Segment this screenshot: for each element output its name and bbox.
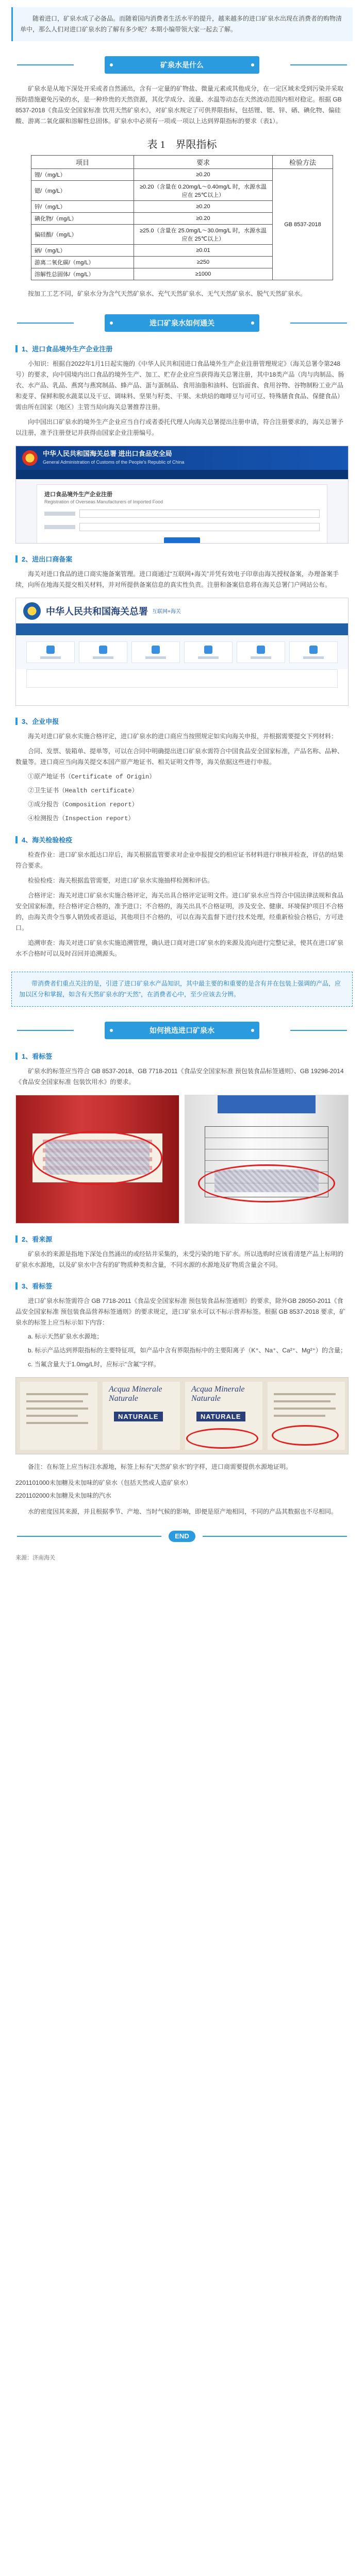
paragraph: 矿泉水的来源是指地下深处自然涌出的或经钻井采集的，未受污染的地下矿水。所以选购时应该看清楚产品上标明的矿泉水水源地，以及矿泉水中含有的矿物质种类和含量，不同水源的水源地及矿物质含量会不同。 [15,1250,344,1268]
sub-heading [15,835,349,844]
sub-heading [15,554,349,564]
label-brand: NATURALE [114,1412,163,1421]
source-note: 来源：济南海关 [15,1555,55,1561]
end-label: END [169,1531,195,1542]
product-photo-back [185,1095,349,1224]
paragraph: 合格评定：海关对进口矿泉水实施合格评定，海关出具合格评定证明文件。进口矿泉水应当符合中国法律法规和食品安全国家标准，经合格评定合格的，准予进口；不合格的，海关出具不合格证明，涉及安全、健康、环境保护项目不合格的，由海关责令当事人销毁或者退运，其他项目不合格的，可以在海关监督下进行技术处理，经重新检验合格后，方可进口。 [15,892,344,931]
card-subtitle: Registration of Overseas Manufacturers of Imported Food [44,499,163,504]
paragraph: a. 标示天然矿泉水水源地； [28,1333,103,1340]
list-item: ④检测报告（Inspection report） [28,815,135,822]
section-title: 如何挑选进口矿泉水 [105,1022,259,1039]
highlight-circle [186,1428,258,1449]
table-cell: 偏硅酸/（mg/L） [31,225,134,245]
sub-heading-text: 3、看标签 [22,1282,53,1290]
paragraph: 海关对进口食品的进口商实施备案管理。进口商通过“互联网+海关”并凭有效电子印章由海关授权备案，办理备案手续，向所在地海关提交相关材料，并对所提供备案信息的真实性负责。注册和备案信息将在海关总署门户网站公布。 [15,570,339,588]
table-cell: 碘化物/（mg/L） [31,213,134,225]
hs-code-line: 2201102000未加糖及未加味的汽水 [15,1492,111,1499]
hs-code-line: 2201101000未加糖及未加味的矿泉水（包括天然或人造矿泉水） [15,1479,192,1486]
table-cell: 游离二氧化碳/（mg/L） [31,257,134,268]
emblem-icon [22,450,38,466]
product-photo-front [15,1095,179,1224]
section-title: 进口矿泉水如何通关 [105,314,259,332]
section-title: 矿泉水是什么 [105,56,259,74]
section-banner-choose [17,1020,347,1041]
list-item: ②卫生证书（Health certificate） [28,787,138,794]
highlight-box [11,972,353,1007]
table-cell: ≥0.01 [134,245,272,257]
list-item: ①原产地证书（Certificate of Origin） [28,773,156,781]
section-banner-customs [17,313,347,333]
paragraph: 水的密度因其来源，并且根据季节、产地、当时气候的影响，即便是原产地相同，不同的产品其数据也不尽相同。 [28,1508,338,1515]
list-item: ③成分报告（Composition report） [28,801,138,808]
table-cell: 锌/（mg/L） [31,201,134,213]
paragraph: c. 当氟含量大于1.0mg/L时，应标示“含氟”字样。 [28,1361,160,1368]
intro-text: 随着进口，矿泉水成了必备品。而随着国内消费者生活水平的提升，越来越多的进口矿泉水出现在消费者的购物清单中，那么人们对进口矿泉水的了解有多少呢？本期小编带领大家一起去了解。 [20,15,342,33]
paragraph: 进口矿泉水标签需符合 GB 7718-2011《食品安全国家标准 预包装食品标签通则》的要求，除外GB 28050-2011《食品安全国家标准 预包装食品营养标签通则》的要求规定，进口矿泉水可以不标示营养标签。根据 GB 8537-2018 要求，矿泉水的标签上应当标示如下内容： [15,1297,346,1326]
paragraph: 检验检疫：海关根据监管需要，对进口矿泉水实施抽样检测和评估。 [28,877,214,884]
sub-heading-text: 4、海关检验检疫 [22,836,73,844]
sub-heading-text: 3、企业申报 [22,718,59,725]
sub-heading [15,1051,349,1061]
table-cell: GB 8537-2018 [273,169,333,280]
paragraph: 检查作业：进口矿泉水抵达口岸后，海关根据监管要求对企业申报提交的相应证书材料进行审核并检查，评估的结果符合要求。 [15,851,344,869]
site-title: 中华人民共和国海关总署 进出口食品安全局 [43,450,172,457]
table-cell: 锶/（mg/L） [31,181,134,201]
table-cell: ≥0.20 [134,213,272,225]
table-header: 要求 [134,156,272,169]
label-script: Acqua Minerale Naturale [109,1385,162,1403]
sub-heading-text: 1、看标签 [22,1053,53,1060]
sub-heading [15,344,349,353]
table-cell: ≥0.20 [134,201,272,213]
table-cell: ≥0.20（含量在 0.20mg/L～0.40mg/L 时，水源水温应在 25℃以上） [134,181,272,201]
sub-heading [15,716,349,726]
site-title: 中华人民共和国海关总署 [46,606,148,617]
paragraph: 合同、发票、装箱单、提单等，可以在合同中明确提出进口矿泉水需符合中国食品安全国家标准，产品名称、品种、数量等。进口商应当向海关提交本国产原产地证书、相关证明文件等，海关依据这些进行申报。 [15,748,344,766]
table-cell: ≥1000 [134,268,272,280]
table-cell: 溶解性总固体/（mg/L） [31,268,134,280]
screenshot-customs-portal [15,598,349,706]
paragraph: 向中国出口矿泉水的境外生产企业应当自行或者委托代理人向海关总署提出注册申请，符合注册要求的，海关总署予以注册，准予注册登记并获得由国家企业注册编号。 [15,418,344,436]
paragraph: 小知识：根据自2022年1月1日起实施的《中华人民共和国进口食品境外生产企业注册管理规定》（海关总署令第248号）的要求，向中国境内出口食品的境外生产、加工、贮存企业应当获得海关总署注册，其中18类产品（肉与肉制品、肠衣、水产品、乳品、燕窝与燕窝制品、蜂产品、蛋与蛋制品、食用油脂和油料、包馅面食、食用谷物、谷物制粉工业产品和麦芽、保鲜和脱水蔬菜以及干豆、调味料、坚果与籽类、干果、未烘焙的咖啡豆与可可豆、特殊膳食食品、保健食品）需由所在国家（地区）主管当局向海关总署推荐注册。 [15,360,344,411]
paragraph: 按加工工艺不同，矿泉水分为含气天然矿泉水、充气天然矿泉水、无气天然矿泉水、脱气天然矿泉水。 [28,290,307,297]
section-banner-what-is [17,55,347,75]
paragraph: 追溯审查：海关对进口矿泉水实施追溯管理，确认进口商对进口矿泉水的来源及流向进行完整记录，使其在进口矿泉水不合格时可以及时召回并追溯源头。 [15,939,344,957]
paragraph: b. 标示产品达到界限指标的主要特征项，如产品中含有界限指标中的主要阳离子（K⁺、Na⁺、Ca²⁺、Mg²⁺）的含量； [28,1347,347,1354]
label-strip-image [15,1377,349,1454]
product-photos [15,1095,349,1224]
limit-table [31,136,333,280]
table-header: 项目 [31,156,134,169]
screenshot-registration-site [15,446,349,544]
paragraph: 矿泉水的标签应当符合 GB 8537-2018、GB 7718-2011《食品安全国家标准 预包装食品标签通则》、GB 19298-2014《食品安全国家标准 包装饮用水》的要求。 [15,1067,344,1086]
paragraph: 备注：在标签上应当标注水源地，标签上标有“天然矿泉水”的字样，进口商需要提供水源地证明。 [28,1463,292,1470]
paragraph: 海关对进口矿泉水实施合格评定，进口矿泉水的进口商应当按照规定如实向海关申报，并根据需要提交下列材料： [28,733,338,740]
label-script: Acqua Minerale Naturale [191,1385,245,1403]
end-marker [17,1529,347,1544]
highlight-circle [198,1164,335,1202]
highlight-circle [32,1131,163,1184]
table-title: 表 1 界限指标 [147,139,217,150]
card-title: 进口食品境外生产企业注册 [44,492,112,498]
sub-heading-text: 2、进出口商备案 [22,555,73,563]
label-brand: NATURALE [196,1412,245,1421]
site-subtitle: General Administration of Customs of the People's Republic of China [43,460,185,465]
site-subtitle: 互联网+海关 [152,609,181,615]
table-cell: 硒/（mg/L） [31,245,134,257]
intro-box [11,7,353,41]
sub-heading-text: 1、进口食品境外生产企业注册 [22,345,113,353]
paragraph: 矿泉水是从地下深处开采或者自然涌出，含有一定量的矿物盐、微量元素或其他成分，在一定区域未受到污染并采取预防措施避免污染的水，是一种珍贵的天然资源，其化学成分、流量、水温等动态在天然波动范围内相对稳定。根据 GB 8537-2018《食品安全国家标准 饮用天然矿泉水》，对矿泉水规定了可供界限指标，包括锂、锶、锌、硒、碘化物、偏硅酸、游离二氧化碳和溶解性总固体。矿泉水中必须有一项或一项以上达到界限指标的要求（表1）。 [15,85,344,125]
sub-heading-text: 2、看来源 [22,1235,53,1243]
highlight-text: 带消费者们重点关注的是，引进了进口矿泉水产品知识，其中最主要的和重要的是含有并在包装上强调的产品，应加以区分和掌握，如含有天然矿泉水的“天然”，在消费者心中，至少应该去分辨。 [19,980,341,998]
table-header: 检验方法 [273,156,333,169]
table-cell: ≥0.20 [134,169,272,181]
table-cell: ≥250 [134,257,272,268]
sub-heading [15,1281,349,1291]
table-cell: ≥25.0（含量在 25.0mg/L～30.0mg/L 时，水源水温应在 25℃以上） [134,225,272,245]
highlight-circle [272,1425,339,1446]
table-cell: 锂/（mg/L） [31,169,134,181]
customs-emblem-icon [23,602,41,620]
sub-heading [15,1234,349,1244]
